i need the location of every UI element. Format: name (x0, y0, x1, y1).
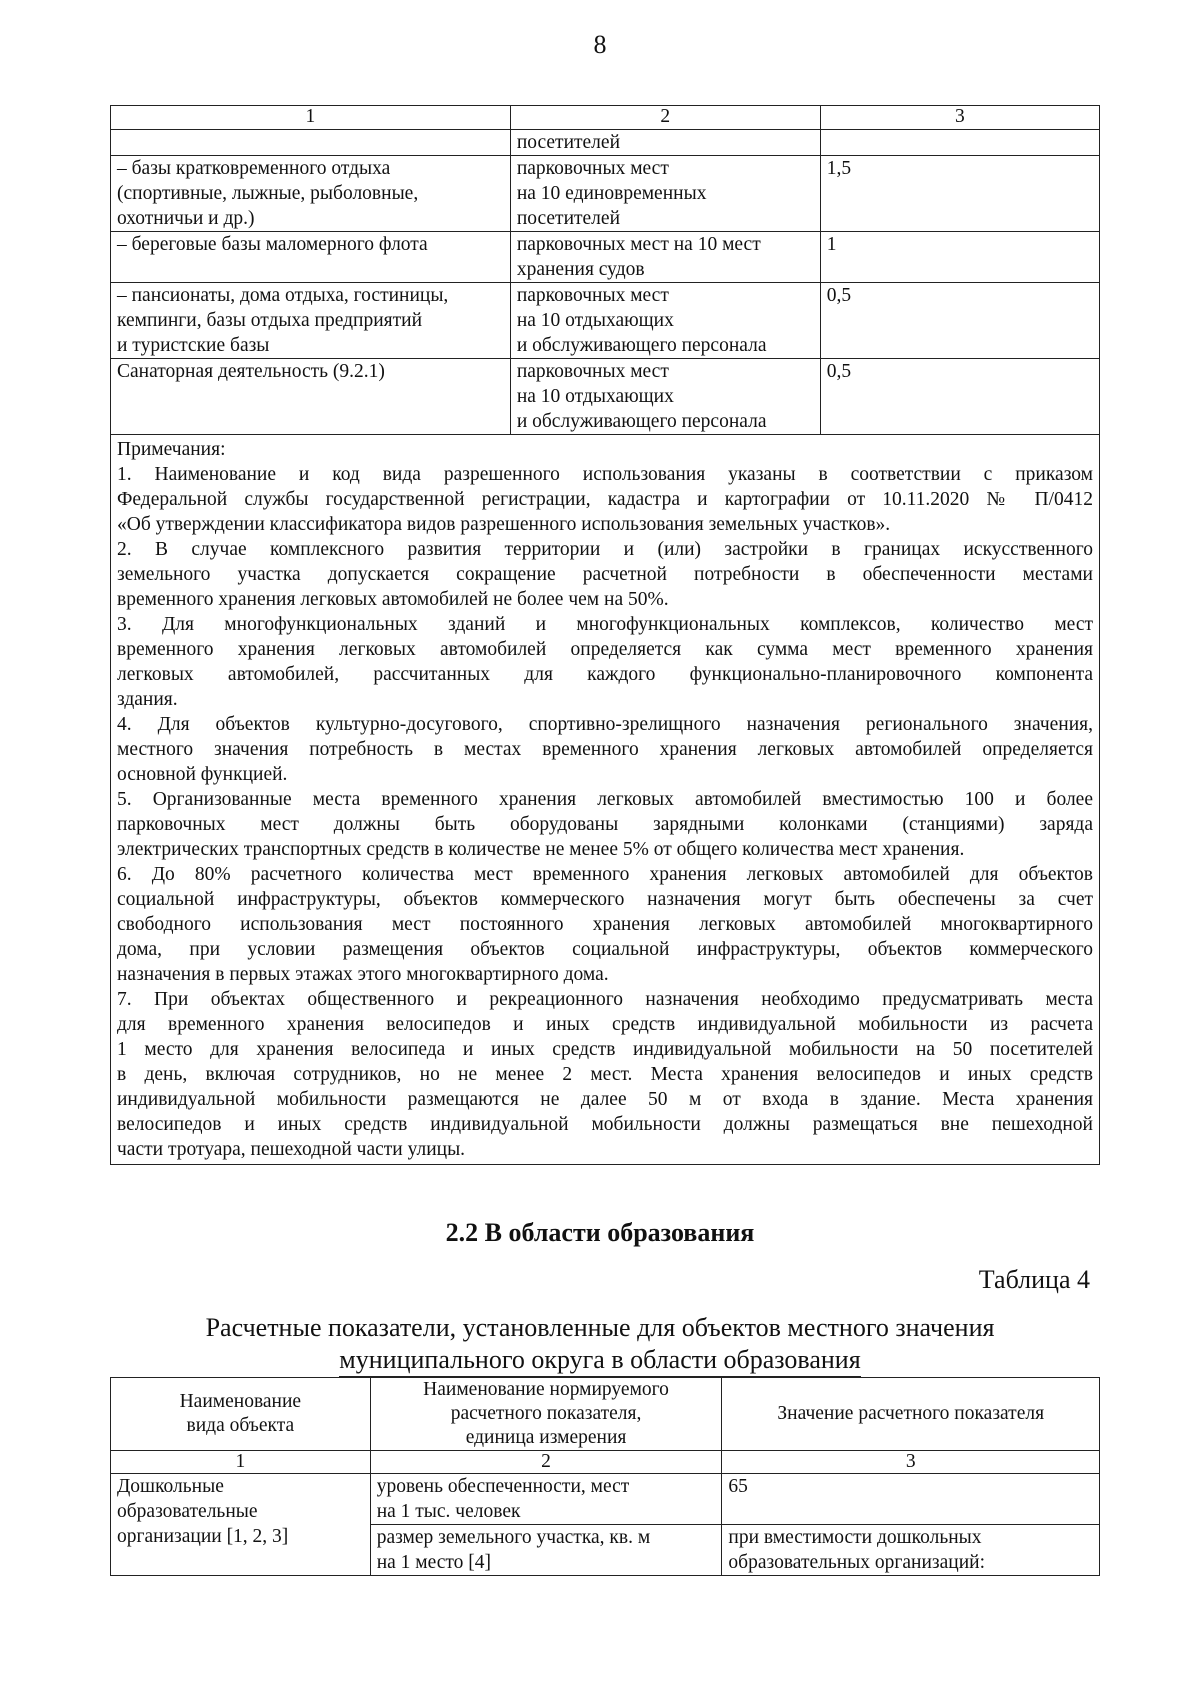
indicator-cell (370, 1525, 722, 1576)
cell-text: кемпинги, базы отдыха предприятий (117, 310, 423, 331)
indicator-cell (510, 359, 820, 435)
cell-text: размер земельного участка, кв. м (376, 1527, 651, 1548)
value-cell (820, 130, 1099, 156)
number-cell: 1 (111, 1451, 371, 1474)
note-line: велосипедов и иных средств индивидуальной мобильности должны размещаться вне пешеходной (117, 1114, 1093, 1135)
cell-text: хранения судов (516, 259, 645, 280)
indicator-cell (370, 1474, 722, 1525)
cell-text: образовательных организаций: (728, 1552, 986, 1573)
cell-text: (спортивные, лыжные, рыболовные, (117, 183, 419, 204)
table-caption (0, 1312, 1200, 1377)
object-cell (111, 359, 511, 435)
cell-text: уровень обеспеченности, мест (376, 1476, 630, 1497)
note-line: 4. Для объектов культурно-досугового, спортивно-зрелищного назначения регионального значения, (117, 714, 1093, 735)
note-line: «Об утверждении классификатора видов разрешенного использования земельных участков». (117, 514, 891, 535)
cell-text: 0,5 (826, 285, 852, 306)
header-text: Значение расчетного показателя (777, 1403, 1045, 1424)
header-text: вида объекта (186, 1415, 295, 1436)
cell-text: на 10 отдыхающих (516, 310, 674, 331)
cell-text: – пансионаты, дома отдыха, гостиницы, (117, 285, 449, 306)
value-cell (820, 283, 1099, 359)
note-line: 7. При объектах общественного и рекреационного назначения необходимо предусматривать места (117, 989, 1093, 1010)
note-line: для временного хранения велосипедов и иных средств индивидуальной мобильности из расчета (117, 1014, 1093, 1035)
education-norms-table (110, 1377, 1100, 1576)
cell-text: 1,5 (826, 158, 852, 179)
note-line: свободного использования мест постоянного хранения легковых автомобилей многоквартирного (117, 914, 1093, 935)
note-line: в день, включая сотрудников, но не менее 2 мест. Места хранения велосипедов и иных средств (117, 1064, 1093, 1085)
note-line: 1. Наименование и код вида разрешенного использования указаны в соответствии с приказом (117, 464, 1093, 485)
note-line: местного значения потребность в местах временного хранения легковых автомобилей определяется (117, 739, 1093, 760)
header-text: Наименование нормируемого (423, 1379, 669, 1400)
cell-text: при вместимости дошкольных (728, 1527, 982, 1548)
note-line: части тротуара, пешеходной части улицы. (117, 1139, 466, 1160)
note-line: земельного участка допускается сокращение расчетной потребности в обеспеченности местами (117, 564, 1093, 585)
cell-text: образовательные (117, 1501, 258, 1522)
note-line: 6. До 80% расчетного количества мест временного хранения легковых автомобилей для объектов (117, 864, 1093, 885)
header-cell (111, 1378, 371, 1451)
cell-text: парковочных мест (516, 285, 669, 306)
cell-text: парковочных мест (516, 158, 669, 179)
caption-line-underlined: муниципального округа в области образования (339, 1344, 860, 1377)
value-cell (820, 359, 1099, 435)
cell-text: на 1 тыс. человек (376, 1501, 521, 1522)
notes-cell (111, 435, 1100, 1165)
value-cell (722, 1474, 1100, 1525)
header-cell (722, 1378, 1100, 1451)
notes-row (111, 435, 1100, 1165)
note-line: Федеральной службы государственной регистрации, кадастра и картографии от 10.11.2020 № П/0412 (117, 489, 1093, 510)
caption-line: Расчетные показатели, установленные для объектов местного значения (205, 1313, 995, 1342)
value-cell (820, 232, 1099, 283)
note-line: здания. (117, 689, 178, 710)
object-cell (111, 130, 511, 156)
note-line: 5. Организованные места временного хранения легковых автомобилей вместимостью 100 и более (117, 789, 1093, 810)
cell-text: и обслуживающего персонала (516, 335, 767, 356)
table-row (111, 1474, 1100, 1525)
cell-text: посетителей (516, 132, 621, 153)
note-line: 1 место для хранения велосипеда и иных средств индивидуальной мобильности на 50 посетителей (117, 1039, 1093, 1060)
number-cell: 2 (370, 1451, 722, 1474)
cell-text: – береговые базы маломерного флота (117, 234, 428, 255)
cell-text: 65 (728, 1476, 748, 1497)
note-line: индивидуальной мобильности размещаются не далее 50 м от входа в здание. Места хранения (117, 1089, 1093, 1110)
note-line: легковых автомобилей, рассчитанных для каждого функционально-планировочного компонента (117, 664, 1093, 685)
section-heading: 2.2 В области образования (445, 1218, 755, 1247)
parking-norms-table (110, 105, 1100, 1165)
cell-text: Санаторная деятельность (9.2.1) (117, 361, 385, 382)
caption-line (0, 1344, 1200, 1377)
table-row (111, 156, 1100, 232)
cell-text: на 10 отдыхающих (516, 386, 674, 407)
note-line: электрических транспортных средств в количестве не менее 5% от общего количества мест хранения. (117, 839, 965, 860)
note-line: 2. В случае комплексного развития территории и (или) застройки в границах искусственного (117, 539, 1093, 560)
cell-text: на 1 место [4] (376, 1552, 492, 1573)
table-header-row (111, 106, 1100, 130)
page-number: 8 (593, 30, 607, 59)
cell-text: 1 (826, 234, 837, 255)
note-line: социальной инфраструктуры, объектов коммерческого назначения могут быть обеспечены за счет (117, 889, 1093, 910)
number-cell: 3 (722, 1451, 1100, 1474)
value-cell (722, 1525, 1100, 1576)
note-line: 3. Для многофункциональных зданий и многофункциональных комплексов, количество мест (117, 614, 1093, 635)
object-cell (111, 232, 511, 283)
object-cell (111, 1474, 371, 1576)
notes-title: Примечания: (117, 439, 226, 460)
cell-text: парковочных мест на 10 мест (516, 234, 761, 255)
cell-text: и обслуживающего персонала (516, 411, 767, 432)
table-row (111, 232, 1100, 283)
header-text: Наименование (179, 1391, 302, 1412)
cell-text: организации [1, 2, 3] (117, 1526, 289, 1547)
object-cell (111, 156, 511, 232)
cell-text: на 10 единовременных (516, 183, 707, 204)
table-header-row (111, 1378, 1100, 1451)
table-label: Таблица 4 (978, 1265, 1090, 1294)
indicator-cell (510, 156, 820, 232)
table-row (111, 130, 1100, 156)
header-cell: 2 (510, 106, 820, 130)
header-cell (370, 1378, 722, 1451)
cell-text: посетителей (516, 208, 621, 229)
table-row (111, 359, 1100, 435)
header-cell: 1 (111, 106, 511, 130)
header-text: единица измерения (465, 1427, 627, 1448)
cell-text: парковочных мест (516, 361, 669, 382)
indicator-cell (510, 232, 820, 283)
value-cell (820, 156, 1099, 232)
cell-text: охотничьи и др.) (117, 208, 255, 229)
table-row (111, 283, 1100, 359)
indicator-cell (510, 283, 820, 359)
cell-text: и туристские базы (117, 335, 270, 356)
note-line: парковочных мест должны быть оборудованы зарядными колонками (станциями) заряда (117, 814, 1093, 835)
header-text: расчетного показателя, (450, 1403, 642, 1424)
note-line: временного хранения легковых автомобилей не более чем на 50%. (117, 589, 669, 610)
note-line: дома, при условии размещения объектов социальной инфраструктуры, объектов коммерческого (117, 939, 1093, 960)
object-cell (111, 283, 511, 359)
header-cell: 3 (820, 106, 1099, 130)
cell-text: 0,5 (826, 361, 852, 382)
note-line: основной функцией. (117, 764, 288, 785)
cell-text: – базы кратковременного отдыха (117, 158, 391, 179)
column-number-row (111, 1451, 1100, 1474)
cell-text: Дошкольные (117, 1476, 224, 1497)
note-line: назначения в первых этажах этого многоквартирного дома. (117, 964, 609, 985)
indicator-cell (510, 130, 820, 156)
note-line: временного хранения легковых автомобилей определяется как сумма мест временного хранения (117, 639, 1093, 660)
